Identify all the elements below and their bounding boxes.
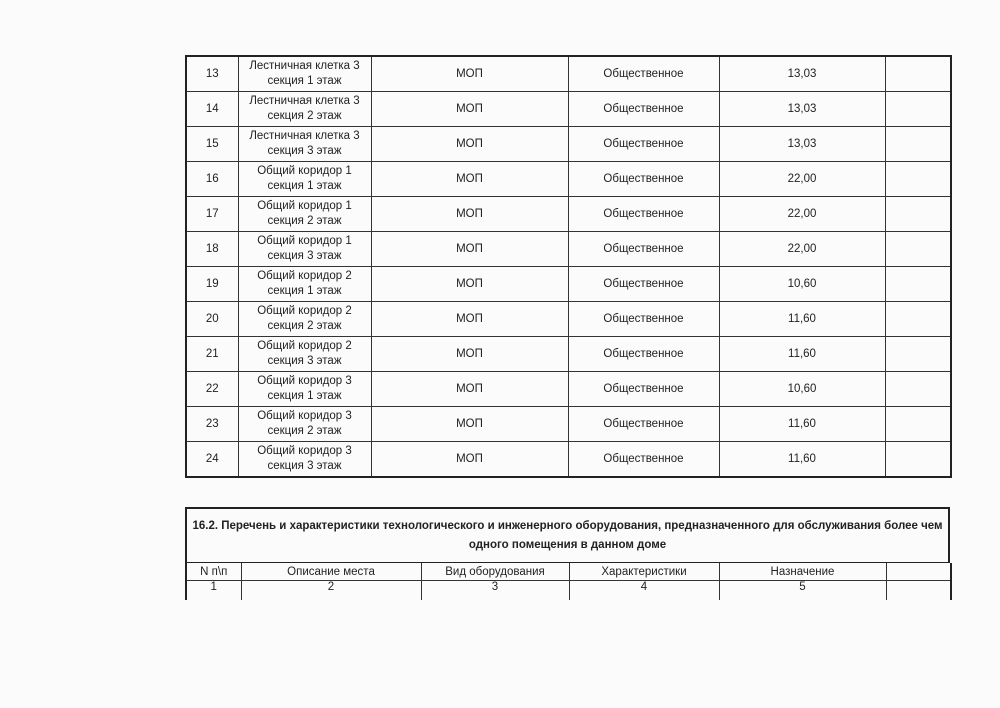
place-line-2: секция 1 этаж [267, 75, 342, 87]
row-number: 15 [186, 127, 238, 162]
empty-cell [885, 407, 951, 442]
place-description [238, 442, 371, 478]
place-description [238, 197, 371, 232]
purpose: Общественное [568, 372, 719, 407]
header-cell: N п\п [186, 563, 241, 581]
place-description [238, 232, 371, 267]
purpose: Общественное [568, 92, 719, 127]
equipment-table [185, 563, 952, 600]
premises-table [185, 55, 952, 478]
number-cell [886, 581, 951, 601]
place-description [238, 162, 371, 197]
place-line-1: Общий коридор 3 [257, 375, 352, 387]
area: 11,60 [719, 407, 885, 442]
table-row [186, 372, 951, 407]
premise-type: МОП [371, 197, 568, 232]
table-row [186, 442, 951, 478]
header-cell [886, 563, 951, 581]
row-number: 21 [186, 337, 238, 372]
place-line-1: Общий коридор 2 [257, 270, 352, 282]
empty-cell [885, 337, 951, 372]
empty-cell [885, 162, 951, 197]
purpose: Общественное [568, 197, 719, 232]
area: 10,60 [719, 372, 885, 407]
premise-type: МОП [371, 372, 568, 407]
purpose: Общественное [568, 127, 719, 162]
purpose: Общественное [568, 162, 719, 197]
place-description [238, 267, 371, 302]
purpose: Общественное [568, 442, 719, 478]
place-description [238, 302, 371, 337]
header-cell: Описание места [241, 563, 421, 581]
premise-type: МОП [371, 267, 568, 302]
equipment-table-section [185, 507, 950, 600]
row-number: 20 [186, 302, 238, 337]
row-number: 19 [186, 267, 238, 302]
area: 11,60 [719, 442, 885, 478]
empty-cell [885, 92, 951, 127]
place-description [238, 92, 371, 127]
row-number: 14 [186, 92, 238, 127]
area: 13,03 [719, 127, 885, 162]
place-line-1: Общий коридор 3 [257, 445, 352, 457]
place-description [238, 337, 371, 372]
place-description [238, 127, 371, 162]
purpose: Общественное [568, 407, 719, 442]
place-description [238, 372, 371, 407]
place-line-1: Лестничная клетка 3 [249, 130, 360, 142]
premise-type: МОП [371, 162, 568, 197]
area: 13,03 [719, 92, 885, 127]
number-cell: 3 [421, 581, 569, 601]
premise-type: МОП [371, 407, 568, 442]
purpose: Общественное [568, 232, 719, 267]
premise-type: МОП [371, 56, 568, 92]
place-description [238, 56, 371, 92]
place-line-2: секция 3 этаж [267, 460, 342, 472]
place-line-2: секция 1 этаж [267, 180, 342, 192]
premise-type: МОП [371, 232, 568, 267]
place-line-1: Общий коридор 3 [257, 410, 352, 422]
place-description [238, 407, 371, 442]
premise-type: МОП [371, 442, 568, 478]
table-row [186, 162, 951, 197]
place-line-1: Общий коридор 2 [257, 305, 352, 317]
row-number: 17 [186, 197, 238, 232]
header-cell: Вид оборудования [421, 563, 569, 581]
place-line-2: секция 3 этаж [267, 250, 342, 262]
empty-cell [885, 267, 951, 302]
table-row [186, 127, 951, 162]
purpose: Общественное [568, 56, 719, 92]
row-number: 22 [186, 372, 238, 407]
section-title: 16.2. Перечень и характеристики технологического и инженерного оборудования, предназначенного для обслуживания более чем одного помещения в данном доме [185, 507, 950, 563]
table-row [186, 302, 951, 337]
empty-cell [885, 197, 951, 232]
place-line-2: секция 3 этаж [267, 145, 342, 157]
table-row [186, 407, 951, 442]
place-line-2: секция 2 этаж [267, 425, 342, 437]
row-number: 24 [186, 442, 238, 478]
place-line-2: секция 1 этаж [267, 390, 342, 402]
place-line-2: секция 2 этаж [267, 320, 342, 332]
empty-cell [885, 232, 951, 267]
column-numbers-row [186, 581, 951, 601]
header-cell: Характеристики [569, 563, 719, 581]
empty-cell [885, 56, 951, 92]
number-cell: 1 [186, 581, 241, 601]
premise-type: МОП [371, 92, 568, 127]
place-line-1: Лестничная клетка 3 [249, 95, 360, 107]
area: 22,00 [719, 232, 885, 267]
area: 11,60 [719, 302, 885, 337]
table-row [186, 232, 951, 267]
empty-cell [885, 127, 951, 162]
place-line-1: Общий коридор 1 [257, 200, 352, 212]
table-row [186, 337, 951, 372]
table-row [186, 92, 951, 127]
place-line-2: секция 2 этаж [267, 215, 342, 227]
row-number: 18 [186, 232, 238, 267]
purpose: Общественное [568, 267, 719, 302]
empty-cell [885, 372, 951, 407]
table-row [186, 267, 951, 302]
place-line-1: Общий коридор 1 [257, 235, 352, 247]
number-cell: 2 [241, 581, 421, 601]
area: 22,00 [719, 197, 885, 232]
premise-type: МОП [371, 337, 568, 372]
place-line-2: секция 1 этаж [267, 285, 342, 297]
table-row [186, 56, 951, 92]
empty-cell [885, 302, 951, 337]
row-number: 16 [186, 162, 238, 197]
area: 13,03 [719, 56, 885, 92]
empty-cell [885, 442, 951, 478]
header-row [186, 563, 951, 581]
row-number: 23 [186, 407, 238, 442]
area: 22,00 [719, 162, 885, 197]
place-line-2: секция 2 этаж [267, 110, 342, 122]
premise-type: МОП [371, 127, 568, 162]
place-line-1: Общий коридор 2 [257, 340, 352, 352]
place-line-1: Лестничная клетка 3 [249, 60, 360, 72]
place-line-1: Общий коридор 1 [257, 165, 352, 177]
table-row [186, 197, 951, 232]
area: 11,60 [719, 337, 885, 372]
row-number: 13 [186, 56, 238, 92]
purpose: Общественное [568, 337, 719, 372]
area: 10,60 [719, 267, 885, 302]
number-cell: 5 [719, 581, 886, 601]
header-cell: Назначение [719, 563, 886, 581]
number-cell: 4 [569, 581, 719, 601]
premise-type: МОП [371, 302, 568, 337]
purpose: Общественное [568, 302, 719, 337]
place-line-2: секция 3 этаж [267, 355, 342, 367]
